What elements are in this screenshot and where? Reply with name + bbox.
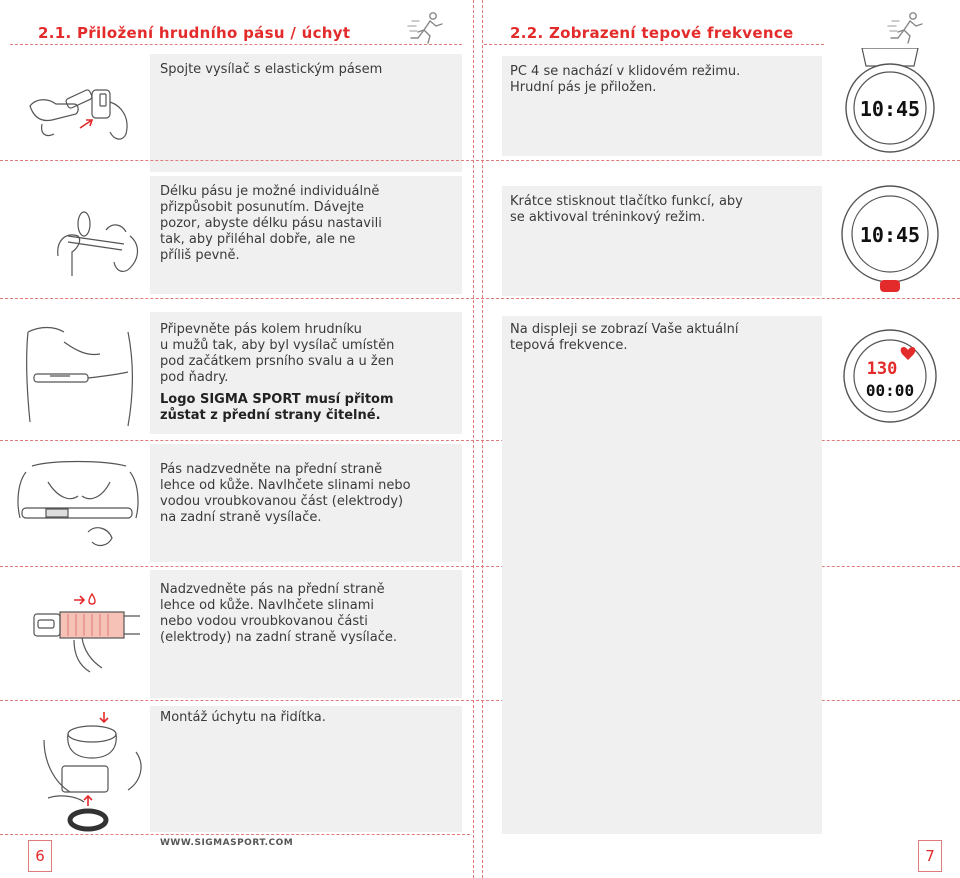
right-page	[480, 0, 960, 878]
watch-timer: 00:00	[865, 381, 915, 400]
step-text: Připevněte pás kolem hrudníku u mužů tak, aby byl vysílač umístěn pod začátkem prsního svalu a u žen pod ňadry.	[160, 322, 395, 385]
transmitter-strap-illustration	[22, 76, 142, 154]
runner-icon	[406, 10, 448, 44]
step-text: Spojte vysílač s elastickým pásem	[160, 62, 383, 77]
chest-male-illustration	[24, 322, 144, 432]
strap-adjust-illustration	[48, 196, 148, 282]
step-text: Na displeji se zobrazí Vaše aktuální tepová frekvence.	[510, 322, 739, 353]
step-text: Montáž úchytu na řidítka.	[160, 710, 326, 725]
watch-display-time: 10:45	[859, 97, 921, 121]
watch-heartrate: 130	[866, 359, 898, 379]
watch-idle-illustration	[840, 48, 940, 160]
step-text: Krátce stisknout tlačítko funkcí, aby se aktivoval tréninkový režim.	[510, 194, 743, 225]
step-panel-3	[502, 316, 822, 834]
watch-display-time: 10:45	[859, 223, 921, 247]
step-panel-2	[150, 176, 462, 294]
section-heading: 2.1. Přiložení hrudního pásu / úchyt	[38, 24, 351, 42]
watch-training-illustration	[836, 170, 944, 298]
step-panel-1	[150, 54, 462, 172]
step-panel-4	[150, 444, 462, 562]
runner-icon	[886, 10, 928, 44]
chest-female-illustration	[12, 452, 146, 552]
handlebar-mount-illustration	[36, 712, 148, 832]
step-panel-5	[150, 570, 462, 698]
function-button[interactable]	[880, 280, 900, 292]
moisten-electrodes-illustration	[30, 590, 142, 674]
watch-heartrate-illustration	[838, 316, 942, 436]
step-panel-2	[502, 186, 822, 296]
step-text: Délku pásu je možné individuálně přizpůsobit posunutím. Dávejte pozor, abyste délku pásu nastavili tak, aby přiléhal dobře, ale ne příliš pevně.	[160, 184, 382, 263]
step-text: Pás nadzvedněte na přední straně lehce od kůže. Navlhčete slinami nebo vodou vroubkovanou část (elektrody) na zadní straně vysílače.	[160, 462, 411, 525]
step-text: PC 4 se nachází v klidovém režimu. Hrudní pás je přiložen.	[510, 64, 741, 95]
section-heading: 2.2. Zobrazení tepové frekvence	[510, 24, 794, 42]
step-panel-1	[502, 56, 822, 156]
step-panel-6	[150, 706, 462, 832]
website-url[interactable]: WWW.SIGMASPORT.COM	[160, 838, 294, 848]
step-panel-3	[150, 312, 462, 434]
page-number-right: 7	[918, 840, 942, 872]
step-note-bold: Logo SIGMA SPORT musí přitom zůstat z přední strany čitelné.	[160, 392, 394, 423]
page-number-left: 6	[28, 840, 52, 872]
step-text: Nadzvedněte pás na přední straně lehce od kůže. Navlhčete slinami nebo vodou vroubkovanou části (elektrody) na zadní straně vysílače.	[160, 582, 398, 645]
